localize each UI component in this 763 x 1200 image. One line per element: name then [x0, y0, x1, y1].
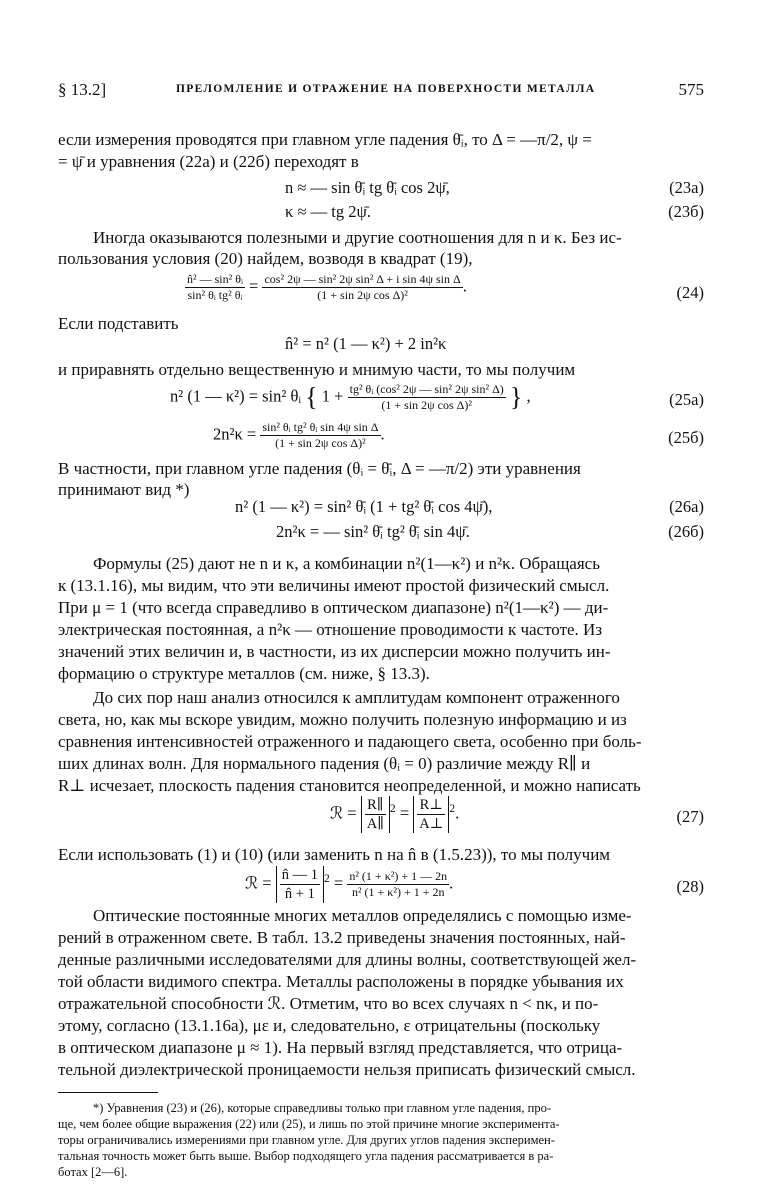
- fraction: $\frac{\text{tg² θᵢ (cos² 2ψ — sin² 2ψ sin² Δ)}}{\text{(1 + sin 2ψ cos Δ)²}}$: [349, 382, 504, 412]
- section-number: § 13.2]: [58, 80, 107, 99]
- footnote-line: торы ограничивались измерениями при главном угле. Для других углов падения эксперимен-: [58, 1133, 555, 1147]
- equation-26a: n² (1 — κ²) = sin² θ̄ᵢ (1 + tg² θ̄ᵢ cos 4ψ̄),: [235, 497, 493, 516]
- text-line: отражательной способности ℛ. Отметим, что во всех случаях n < nκ, и по-: [58, 994, 599, 1013]
- text-line: В частности, при главном угле падения (θᵢ = θ̄ᵢ, Δ = —π/2) эти уравнения: [58, 459, 581, 478]
- equation-26b: 2n²κ = — sin² θ̄ᵢ tg² θ̄ᵢ sin 4ψ̄.: [276, 522, 470, 541]
- text-line: принимают вид *): [58, 480, 190, 499]
- text-line: Иногда оказываются полезными и другие соотношения для n и κ. Без ис-: [93, 228, 622, 247]
- text-line: денные различными исследователями для длины волны, соответствующей жел-: [58, 950, 637, 969]
- text-line: Если подставить: [58, 314, 179, 333]
- equation-number: (23б): [668, 202, 704, 221]
- text-line: электрическая постоянная, а n²κ — отношение проводимости к частоте. Из: [58, 620, 603, 639]
- running-title: ПРЕЛОМЛЕНИЕ И ОТРАЖЕНИЕ НА ПОВЕРХНОСТИ МЕТАЛЛА: [176, 83, 596, 95]
- equation-24: $\frac{\text{n̂² — sin² θᵢ}}{\text{sin² θᵢ tg² θᵢ}}$ = $\frac{\text{cos² 2ψ — sin² 2ψ sin² Δ + i sin 4ψ sin Δ}}{\text{(1 + sin 2ψ cos Δ)²}}$ .: [187, 272, 467, 302]
- fraction: $\frac{\text{n² (1 + κ²) + 1 — 2n}}{\text{n² (1 + κ²) + 1 + 2n}}$: [349, 869, 448, 899]
- footnote-line: ще, чем более общие выражения (22) или (25), и лишь по этой причине многие эксперимента-: [58, 1117, 560, 1131]
- equation-number: (25б): [668, 428, 704, 447]
- equation-number: (28): [676, 877, 704, 896]
- text-line: рений в отраженном свете. В табл. 13.2 приведены значения постоянных, най-: [58, 928, 626, 947]
- equation-25a: n² (1 — κ²) = sin² θᵢ { 1 + $\frac{\text{tg² θᵢ (cos² 2ψ — sin² 2ψ sin² Δ)}}{\text{(1 + sin 2ψ cos Δ)²}}$ } ,: [170, 382, 531, 412]
- equation-23a: n ≈ — sin θ̄ᵢ tg θ̄ᵢ cos 2ψ̄,: [285, 178, 450, 197]
- equation-27: ℛ = $\frac{R\parallel}{A\parallel}$ $^2$ = $\frac{R\perp}{A\perp}$ $^2$.: [330, 797, 460, 832]
- equation-number: (27): [676, 807, 704, 826]
- fraction: $\frac{R\parallel}{A\parallel}$: [366, 797, 384, 832]
- footnote-line: тальная точность может быть выше. Выбор подходящего угла падения рассматривается в ра-: [58, 1149, 554, 1163]
- equation-number: (26а): [669, 497, 704, 516]
- text-line: формацию о структуре металлов (см. ниже, § 13.3).: [58, 664, 430, 683]
- text-line: в оптическом диапазоне μ ≈ 1). На первый взгляд представляется, что отрица-: [58, 1038, 623, 1057]
- equation-number: (23а): [669, 178, 704, 197]
- fraction: $\frac{\text{n̂² — sin² θᵢ}}{\text{sin² θᵢ tg² θᵢ}}$: [187, 272, 243, 302]
- text-line: R⊥ исчезает, плоскость падения становится неопределенной, и можно написать: [58, 776, 641, 795]
- text-line: сравнения интенсивностей отраженного и падающего света, особенно при боль-: [58, 732, 642, 751]
- equation-number: (26б): [668, 522, 704, 541]
- fraction: $\frac{\text{cos² 2ψ — sin² 2ψ sin² Δ + i sin 4ψ sin Δ}}{\text{(1 + sin 2ψ cos Δ)²}}$: [264, 272, 461, 302]
- text-line: Оптические постоянные многих металлов определялись с помощью изме-: [93, 906, 632, 925]
- fraction: $\frac{n̂ — 1}{n̂ + 1}$: [281, 867, 318, 902]
- text-line: той области видимого спектра. Металлы расположены в порядке убывания их: [58, 972, 624, 991]
- abs-value: [413, 796, 449, 833]
- equation-number: (25а): [669, 390, 704, 409]
- equation-number: (24): [676, 283, 704, 302]
- text-line: если измерения проводятся при главном угле падения θ̄ᵢ, то Δ = —π/2, ψ =: [58, 130, 592, 149]
- text-line: = ψ̄ и уравнения (22а) и (22б) переходят в: [58, 152, 359, 171]
- text-line: тельной диэлектрической проницаемости нельзя приписать физический смысл.: [58, 1060, 636, 1079]
- text-line: До сих пор наш анализ относился к амплитудам компонент отраженного: [93, 688, 620, 707]
- equation-substitution: n̂² = n² (1 — κ²) + 2 in²κ: [285, 334, 447, 353]
- fraction: $\frac{\text{sin² θᵢ tg² θᵢ sin 4ψ sin Δ}}{\text{(1 + sin 2ψ cos Δ)²}}$: [262, 420, 379, 450]
- footnote-line: ботах [2—6].: [58, 1165, 128, 1179]
- text-line: значений этих величин и, в частности, из их дисперсии можно получить ин-: [58, 642, 611, 661]
- text-line: пользования условия (20) найдем, возводя в квадрат (19),: [58, 249, 473, 268]
- text-line: и приравнять отдельно вещественную и мнимую части, то мы получим: [58, 360, 576, 379]
- text-line: света, но, как мы вскоре увидим, можно получить полезную информацию и из: [58, 710, 627, 729]
- text-line: Формулы (25) дают не n и κ, а комбинации n²(1—κ²) и n²κ. Обращаясь: [93, 554, 600, 573]
- text-line: Если использовать (1) и (10) (или заменить n на n̂ в (1.5.23)), то мы получим: [58, 845, 611, 864]
- text-line: этому, согласно (13.1.16а), με и, следовательно, ε отрицательны (поскольку: [58, 1016, 601, 1035]
- text-line: ших длинах волн. Для нормального падения (θᵢ = 0) различие между R∥ и: [58, 754, 591, 773]
- fraction: $\frac{R\perp}{A\perp}$: [419, 797, 444, 832]
- footnote-line: *) Уравнения (23) и (26), которые справедливы только при главном угле падения, про-: [93, 1101, 552, 1115]
- running-header: [58, 80, 704, 106]
- text-line: к (13.1.16), мы видим, что эти величины имеют простой физический смысл.: [58, 576, 610, 595]
- abs-value: [276, 866, 324, 903]
- abs-value: [361, 796, 390, 833]
- page-number: 575: [678, 80, 704, 99]
- equation-25b: 2n²κ = $\frac{\text{sin² θᵢ tg² θᵢ sin 4ψ sin Δ}}{\text{(1 + sin 2ψ cos Δ)²}}$ .: [213, 420, 385, 450]
- footnote-rule: [58, 1092, 158, 1093]
- text-line: При μ = 1 (что всегда справедливо в оптическом диапазоне) n²(1—κ²) — ди-: [58, 598, 609, 617]
- equation-23b: κ ≈ — tg 2ψ̄.: [285, 202, 371, 221]
- equation-28: ℛ = $\frac{n̂ — 1}{n̂ + 1}$ $^2$ = $\frac{\text{n² (1 + κ²) + 1 — 2n}}{\text{n² (1 + κ²) + 1 + 2n}}$ .: [245, 867, 454, 902]
